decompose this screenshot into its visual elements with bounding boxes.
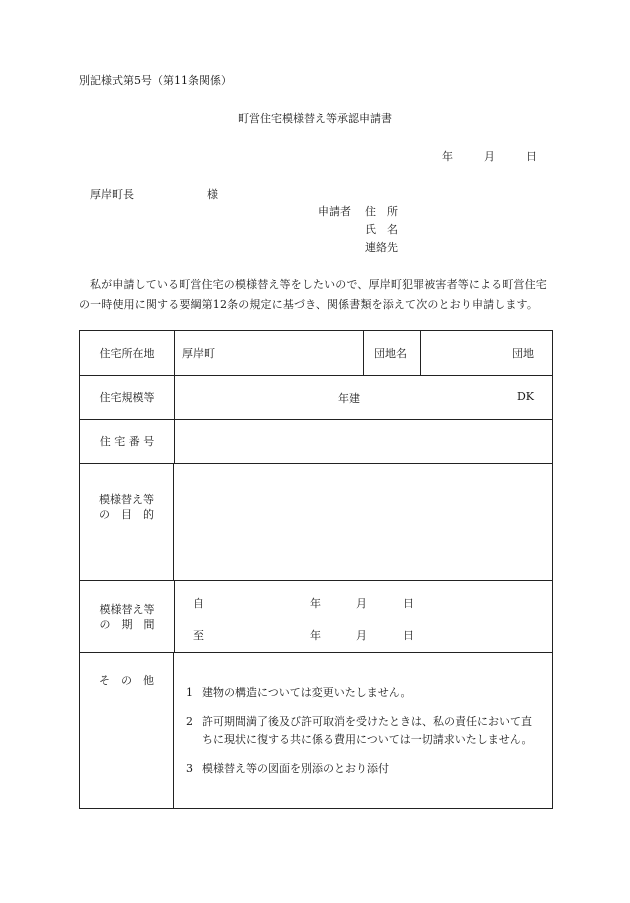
period-label-line2: の 期 間 [99, 617, 155, 631]
purpose-label-line2: の 目 的 [99, 508, 154, 521]
applicant-name-label: 氏 名 [365, 223, 398, 236]
scale-label: 住宅規模等 [80, 376, 175, 419]
row-period [80, 581, 552, 653]
application-table [79, 330, 553, 809]
period-to-day: 日 [403, 629, 414, 642]
date-day: 日 [526, 150, 537, 163]
addressee: 厚岸町長 [90, 188, 134, 201]
period-label [80, 581, 175, 652]
period-from-day: 日 [403, 597, 414, 610]
note-number: 1 [186, 686, 193, 699]
location-label: 住宅所在地 [80, 331, 175, 375]
period-to: 至 [193, 629, 204, 642]
purpose-label [80, 464, 174, 580]
note-text-line1: 許可期間満了後及び許可取消を受けたときは、私の責任において直 [202, 715, 532, 728]
note-item-3 [186, 760, 389, 776]
period-to-year: 年 [310, 629, 321, 642]
applicant-address-label: 住 所 [365, 205, 398, 218]
note-text-line2: ちに現状に復する共に係る費用については一切請求いたしません。 [202, 733, 533, 746]
row-scale [80, 376, 552, 420]
note-item-1 [186, 684, 411, 700]
note-number: 2 [186, 715, 193, 728]
date-month: 月 [484, 150, 495, 163]
document-title: 町営住宅模様替え等承認申請書 [238, 112, 392, 125]
built-year: 年建 [338, 392, 360, 405]
period-from-month: 月 [356, 597, 367, 610]
divider [363, 331, 364, 375]
purpose-label-line1: 模様替え等 [99, 493, 154, 506]
period-from: 自 [193, 597, 204, 610]
application-statement: 私が申請している町営住宅の模様替え等をしたいので、厚岸町犯罪被害者等による町営住宅の一時使用に関する要綱第12条の規定に基づき、関係書類を添えて次のとおり申請します。 [79, 278, 547, 311]
note-text: 建物の構造については変更いたしません。 [202, 686, 412, 699]
complex-label: 団地名 [374, 347, 407, 360]
row-other [80, 653, 552, 808]
date-year: 年 [442, 150, 453, 163]
note-item-2 [186, 713, 532, 749]
note-text: 模様替え等の図面を別添のとおり添付 [202, 762, 389, 775]
form-number: 別記様式第5号（第11条関係） [79, 74, 232, 87]
applicant-label: 申請者 [318, 205, 351, 218]
period-from-year: 年 [310, 597, 321, 610]
date-line [442, 148, 537, 164]
period-to-month: 月 [356, 629, 367, 642]
honorific: 様 [207, 188, 218, 201]
other-label: そ の 他 [80, 653, 174, 808]
divider [420, 331, 421, 375]
number-label: 住 宅 番 号 [80, 420, 175, 463]
row-location [80, 331, 552, 376]
period-label-line1: 模様替え等 [99, 602, 155, 616]
location-value: 厚岸町 [182, 347, 215, 360]
note-number: 3 [186, 762, 193, 775]
complex-suffix: 団地 [512, 347, 534, 360]
applicant-contact-label: 連絡先 [365, 241, 398, 254]
row-purpose [80, 464, 552, 581]
layout-type: DK [516, 390, 534, 403]
row-number [80, 420, 552, 464]
